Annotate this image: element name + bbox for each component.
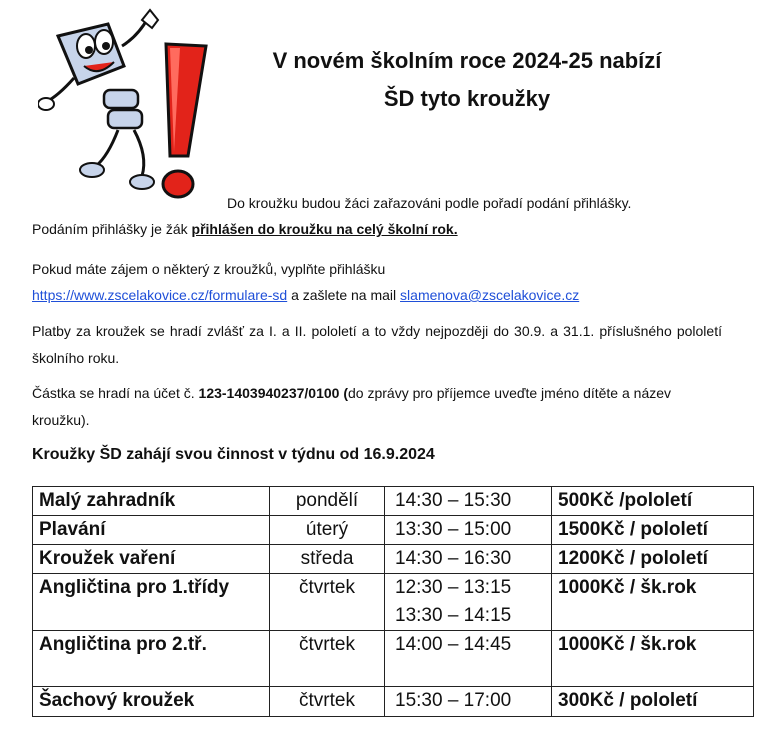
account-paragraph bbox=[32, 380, 722, 434]
page-title bbox=[232, 42, 702, 118]
email-link[interactable]: slamenova@zscelakovice.cz bbox=[400, 287, 580, 303]
title-line-1: V novém školním roce 2024-25 nabízí bbox=[272, 48, 662, 73]
course-row bbox=[33, 487, 754, 516]
intro-line-2-prefix: Podáním přihlášky je žák bbox=[32, 221, 192, 237]
course-time-slot: 12:30 – 13:15 bbox=[395, 577, 512, 598]
course-time-slot: 13:30 – 15:00 bbox=[395, 519, 512, 540]
course-time-slot-2: 13:30 – 14:15 bbox=[395, 605, 512, 626]
account-prefix: Částka se hradí na účet č. bbox=[32, 385, 199, 401]
intro-line-2 bbox=[32, 216, 458, 243]
course-name: Malý zahradník bbox=[33, 487, 270, 516]
payments-paragraph: Platby za kroužek se hradí zvlášť za I. a II. pololetí a to vždy nejpozději do 30.9. a 31.1. příslušného pololetí školního roku. bbox=[32, 323, 722, 366]
interest-middle-text: a zašlete na mail bbox=[287, 287, 401, 303]
course-day: čtvrtek bbox=[270, 574, 385, 631]
course-day: úterý bbox=[270, 516, 385, 545]
course-price: 500Kč /pololetí bbox=[552, 487, 754, 516]
course-time bbox=[385, 631, 552, 687]
course-price: 1000Kč / šk.rok bbox=[552, 574, 754, 631]
course-time-slot: 14:30 – 15:30 bbox=[395, 490, 512, 511]
course-name: Angličtina pro 1.třídy bbox=[33, 574, 270, 631]
course-name: Plavání bbox=[33, 516, 270, 545]
course-price: 1200Kč / pololetí bbox=[552, 545, 754, 574]
account-paren: ( bbox=[339, 385, 349, 401]
course-time bbox=[385, 545, 552, 574]
course-row bbox=[33, 516, 754, 545]
mascot-illustration bbox=[38, 6, 218, 206]
interest-line: Pokud máte zájem o některý z kroužků, vyplňte přihlášku bbox=[32, 261, 386, 277]
course-time bbox=[385, 574, 552, 631]
course-time bbox=[385, 687, 552, 717]
courses-table bbox=[32, 486, 754, 717]
course-time-slot: 14:00 – 14:45 bbox=[395, 634, 512, 655]
course-name: Šachový kroužek bbox=[33, 687, 270, 717]
course-time-slot: 14:30 – 16:30 bbox=[395, 548, 512, 569]
course-time bbox=[385, 487, 552, 516]
course-day: čtvrtek bbox=[270, 687, 385, 717]
form-link[interactable]: https://www.zscelakovice.cz/formulare-sd bbox=[32, 287, 288, 303]
title-line-2: ŠD tyto kroužky bbox=[383, 86, 551, 111]
intro-line-1: Do kroužku budou žáci zařazováni podle pořadí podání přihlášky. bbox=[227, 195, 632, 211]
course-row bbox=[33, 545, 754, 574]
account-suffix: do zprávy pro příjemce uveďte jméno dítěte a název kroužku). bbox=[32, 385, 672, 428]
course-price: 1500Kč / pololetí bbox=[552, 516, 754, 545]
course-day: středa bbox=[270, 545, 385, 574]
course-price: 300Kč / pololetí bbox=[552, 687, 754, 717]
course-day: čtvrtek bbox=[270, 631, 385, 687]
course-row bbox=[33, 631, 754, 687]
course-price: 1000Kč / šk.rok bbox=[552, 631, 754, 687]
start-heading: Kroužky ŠD zahájí svou činnost v týdnu od 16.9.2024 bbox=[32, 446, 435, 463]
course-row bbox=[33, 574, 754, 631]
course-name: Angličtina pro 2.tř. bbox=[33, 631, 270, 687]
course-time-slot: 15:30 – 17:00 bbox=[395, 690, 512, 711]
interest-links-line bbox=[32, 282, 579, 309]
course-day: pondělí bbox=[270, 487, 385, 516]
course-row bbox=[33, 687, 754, 717]
account-number: 123-1403940237/0100 bbox=[198, 385, 340, 401]
course-time bbox=[385, 516, 552, 545]
course-name: Kroužek vaření bbox=[33, 545, 270, 574]
intro-line-2-bold: přihlášen do kroužku na celý školní rok. bbox=[191, 221, 458, 237]
